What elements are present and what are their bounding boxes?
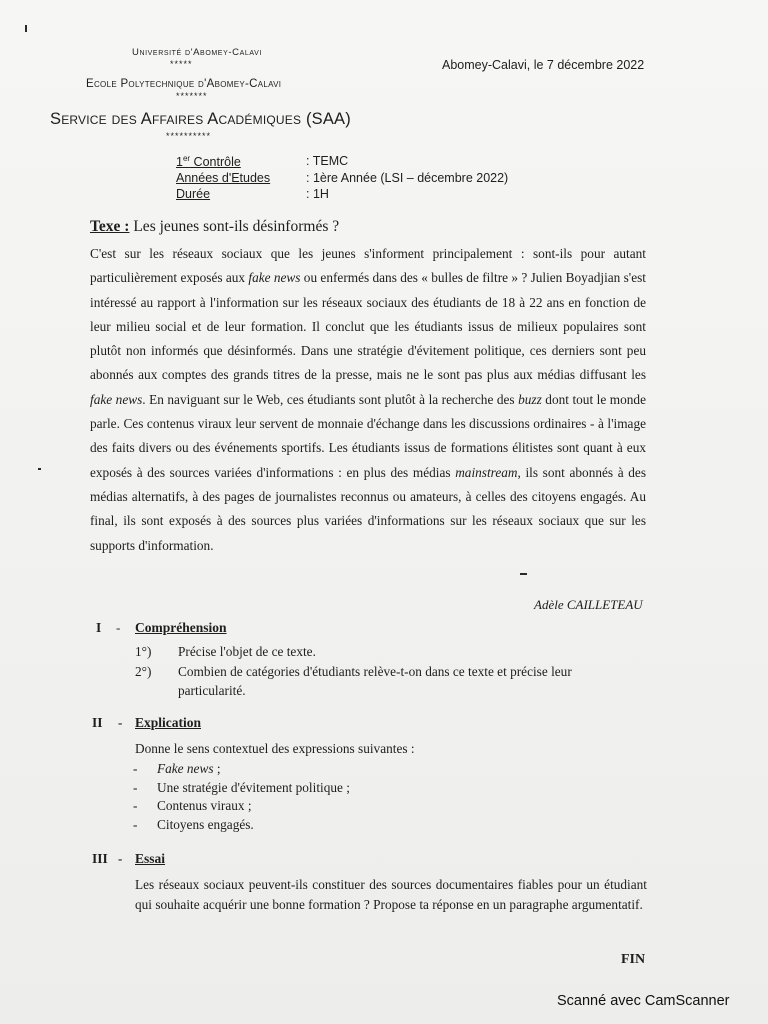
section-1-dash: - — [116, 620, 121, 635]
control-label: 1er Contrôle — [176, 154, 241, 170]
section-3-title: Essai — [135, 851, 166, 866]
school-name: Ecole Polytechnique d'Abomey-Calavi — [86, 78, 282, 90]
section-2-number: II — [92, 715, 103, 730]
scan-speck — [38, 468, 41, 470]
emphasis-fake-news: fake news — [90, 391, 143, 407]
subject-value: : TEMC — [306, 154, 349, 168]
emphasis-mainstream: mainstream — [455, 464, 518, 480]
camscanner-watermark: Scanné avec CamScanner — [557, 993, 730, 1009]
section-2-instruction: Donne le sens contextuel des expressions suivantes : — [135, 741, 415, 756]
duration-value: : 1H — [306, 187, 329, 201]
separator-stars: ******* — [176, 91, 208, 101]
list-bullet: - — [133, 780, 138, 795]
text-title: Texe : Les jeunes sont-ils désinformés ? — [90, 218, 340, 235]
section-3-dash: - — [118, 851, 123, 866]
emphasis-buzz: buzz — [518, 391, 542, 407]
section-1-title: Compréhension — [135, 620, 227, 635]
emphasis-fake-news: fake news — [248, 270, 301, 286]
essay-prompt: Les réseaux sociaux peuvent-ils constituer des sources documentaires fiables pour un étudiant qui souhaite acquérir une bonne formation ? Propose ta réponse en un paragraphe argumentatif. — [135, 877, 647, 912]
end-mark: FIN — [621, 952, 646, 967]
list-item: Contenus viraux ; — [157, 798, 252, 813]
separator-stars: ********** — [166, 131, 212, 141]
years-label: Années d'Etudes — [176, 171, 271, 185]
university-name: Université d'Abomey-Calavi — [132, 47, 262, 58]
question-2-continued: particularité. — [178, 683, 246, 698]
question-2-number: 2°) — [135, 664, 152, 679]
question-2: Combien de catégories d'étudiants relève-t-on dans ce texte et précise leur — [178, 664, 572, 679]
scan-speck — [25, 25, 27, 32]
section-1-number: I — [96, 620, 102, 635]
scan-speck — [520, 573, 527, 575]
text-paragraph: C'est sur les réseaux sociaux que les jeunes s'informent principalement : sont-ils pour autant particulièrement exposés aux fake news ou enfermés dans des « bulles de filtre » ? Julien Boyadjian s'est intéressé au rapport à l'information sur les réseaux sociaux des étudiants de 18 à 22 ans en fonction de leur milieu social et de leur formation. Il conclut que les étudiants issus de milieux populaires sont plutôt non informés que désinformés. Dans une stratégie d'évitement politique, ces derniers sont peu abonnés aux comptes des grands titres de la presse, mais ne le sont pas plus aux médias diffusant les fake news. En naviguant sur le Web, ces étudiants sont plutôt à la recherche des buzz dont tout le monde parle. Ces contenus viraux leur servent de monnaie d'échange dans les discussions ordinaires - à l'image des faits divers ou des événements sportifs. Les étudiants issus de formations élitistes sont quant à eux exposés à des sources variées d'informations : en plus des médias mainstream, ils sont abonnés à des médias alternatifs, à des pages de journalistes reconnus ou amateurs, à celles des citoyens engagés. Au final, ils sont exposés à des sources plus variées d'informations sur les réseaux sociaux que sur les supports d'information. — [90, 246, 646, 553]
list-item: Une stratégie d'évitement politique ; — [157, 780, 350, 795]
question-1-number: 1°) — [135, 644, 152, 659]
section-2-dash: - — [118, 715, 123, 730]
list-bullet: - — [133, 817, 138, 832]
separator-stars: ***** — [170, 59, 193, 69]
list-bullet: - — [133, 798, 138, 813]
section-3-number: III — [92, 851, 108, 866]
list-item: Citoyens engagés. — [157, 817, 254, 832]
duration-label: Durée — [176, 187, 211, 201]
section-2-title: Explication — [135, 715, 202, 730]
service-name: Service des Affaires Académiques (SAA) — [50, 110, 351, 128]
years-value: : 1ère Année (LSI – décembre 2022) — [306, 171, 509, 185]
date-line: Abomey-Calavi, le 7 décembre 2022 — [442, 58, 645, 72]
list-item: Fake news ; — [157, 761, 221, 776]
author: Adèle CAILLETEAU — [534, 597, 643, 612]
list-bullet: - — [133, 761, 138, 776]
question-1: Précise l'objet de ce texte. — [178, 644, 316, 659]
